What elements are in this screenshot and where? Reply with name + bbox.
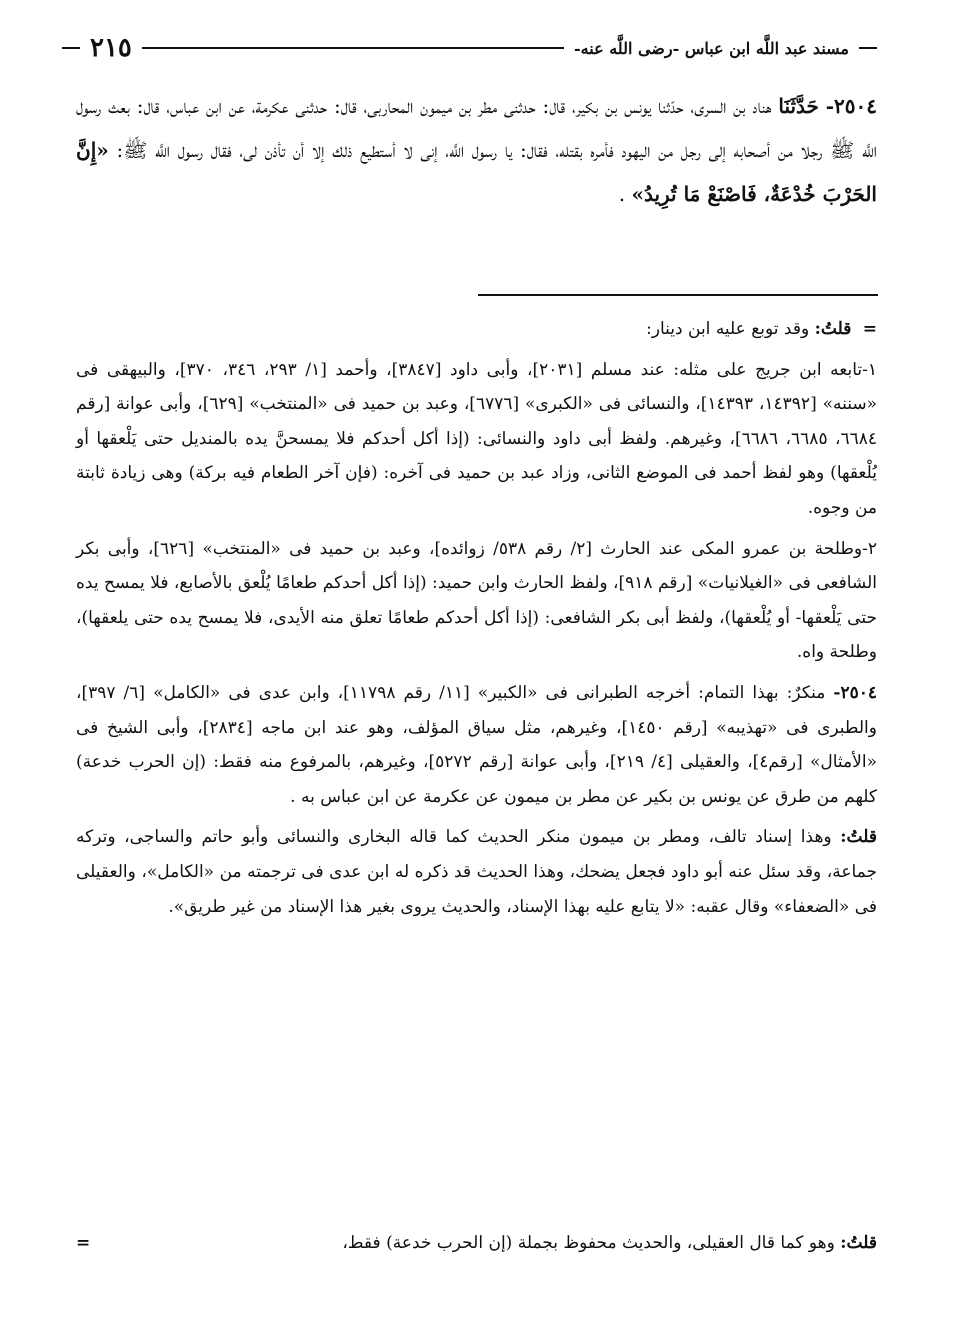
- note-intro-text: وقد توبع عليه ابن دينار:: [646, 319, 810, 339]
- page-header: [62, 30, 877, 66]
- qult-label: قلتُ:: [840, 827, 878, 848]
- hadith-lead: حَدَّثَنَا: [778, 94, 819, 118]
- hadith-quote: «إِنَّ الحَرْبَ خُدْعَةٌ، فَاصْنَعْ مَا تُرِيدُ»: [76, 138, 877, 206]
- note-paragraph-3: [76, 676, 877, 814]
- note-paragraph-2: ٢-وطلحة بن عمرو المكى عند الحارث [٢/ رقم ٥٣٨/ زوائده]، وعبد بن حميد فى «المنتخب» [٦٢٦]، وأبى بكر الشافعى فى «الغيلانيات» [رقم ٩١٨]، ولفظ الحارث وابن حميد: (إذا أكل أحدكم طعامًا يُلْعق بالأصابع، فلا يمسح يده حتى يَلْعقها- أو يُلْعقها)، ولفظ أبى بكر الشافعى: (إذا أكل أحدكم طعامًا تعلق منه الأيدى، فلا يمسح يده حتى يلعقها)، وطلحة واه.: [76, 538, 878, 663]
- note-intro: [76, 312, 877, 347]
- footnote-separator: [478, 294, 878, 296]
- continuation-marker-end: =: [76, 1233, 91, 1253]
- note-paragraph-5-content: [342, 1226, 877, 1260]
- note-paragraph-3-text: منكرٌ: بهذا التمام: أخرجه الطبرانى فى «الكبير» [١١/ رقم ١١٧٩٨]، وابن عدى فى «الكامل» [٦/ ٣٩٧]، والطبرى فى «تهذيبه» [رقم ١٤٥٠]، وغيرهم، مثل سياق المؤلف، وهو عند ابن ماجه [٢٨٣٤]، وأبى الشيخ فى «الأمثال» [رقم٤]، والعقيلى [٤/ ٢١٩]، وأبى عوانة [رقم ٥٢٧٢]، وغيرهم، بالمرفوع منه فقط: (إن الحرب خدعة) كلهم من طرق عن يونس بن بكير عن مطر بن ميمون عن عكرمة عن ابن عباس به .: [76, 682, 877, 807]
- note-paragraph-5: [76, 1226, 877, 1260]
- hadith-number: ٢٥٠٤-: [825, 94, 877, 118]
- qult-label: قلتُ:: [814, 319, 852, 339]
- hadith-body: هناد بن السرى، حدّثنا يونس بن بكير، قال: حدثنى مطر بن ميمون المحاربى، قال: حدثنى عكرمة، عن ابن عباس، قال: بعث رسول اللَّه ﷺ رجلا من أصحابه إلى رجل من اليهود فأمره بقتله، فقال: يا رسول اللَّه، إنى لا أستطيع ذلك إلا أن تأذن لى، فقال رسول اللَّه ﷺ:: [76, 94, 877, 162]
- qult-label: قلتُ:: [840, 1233, 877, 1253]
- note-paragraph-5-text: وهو كما قال العقيلى، والحديث محفوظ بجملة (إن الحرب خدعة) فقط،: [342, 1233, 835, 1253]
- page-number: ٢١٥: [90, 33, 132, 63]
- note-number: ٢٥٠٤-: [833, 682, 878, 703]
- note-paragraph-4: [76, 820, 877, 924]
- continuation-marker: =: [862, 319, 877, 339]
- hadith-end: .: [618, 182, 626, 206]
- header-dash-left: [62, 47, 80, 49]
- note-paragraph-4-text: وهذا إسناد تالف، ومطر بن ميمون منكر الحديث كما قاله البخارى والنسائى وأبو حاتم والساجى، وتركه جماعة، وقد سئل عنه أبو داود فجعل يضحك، وهذا الحديث قد ذكره له ابن عدى فى ترجمته من «الكامل»، والعقيلى فى «الضعفاء» وقال عقبه: «لا يتابع عليه بهذا الإسناد، والحديث يروى بغير هذا الإسناد من غير طريق».: [76, 827, 877, 917]
- running-title: مسند عبد اللَّه ابن عباس -رضى اللَّه عنه-: [574, 38, 849, 58]
- note-paragraph-1: ١-تابعه ابن جريج على مثله: عند مسلم [٢٠٣١]، وأبى داود [٣٨٤٧]، وأحمد [١/ ٢٩٣، ٣٤٦، ٣٧٠]، والبيهقى فى «سننه» [١٤٣٩٢، ١٤٣٩٣]، والنسائى فى «الكبرى» [٦٧٧٦]، وعبد بن حميد فى «المنتخب» [٦٢٩]، وأبى عوانة [رقم ٦٦٨٤، ٦٦٨٥، ٦٦٨٦]، وغيرهم. ولفظ أبى داود والنسائى: (إذا أكل أحدكم فلا يمسحنَّ يده بالمنديل حتى يَلْعقها أو يُلْعقها) وهو لفظ أحمد فى الموضع الثانى، وزاد عبد بن حميد فى آخره: (فإن آخر الطعام فيه بركة) وهى زيادة ثابتة من وجوه.: [76, 359, 878, 518]
- hadith-text: [76, 84, 877, 216]
- footnotes: [76, 312, 877, 930]
- header-rule: [142, 47, 564, 49]
- header-dash-right: [859, 47, 877, 49]
